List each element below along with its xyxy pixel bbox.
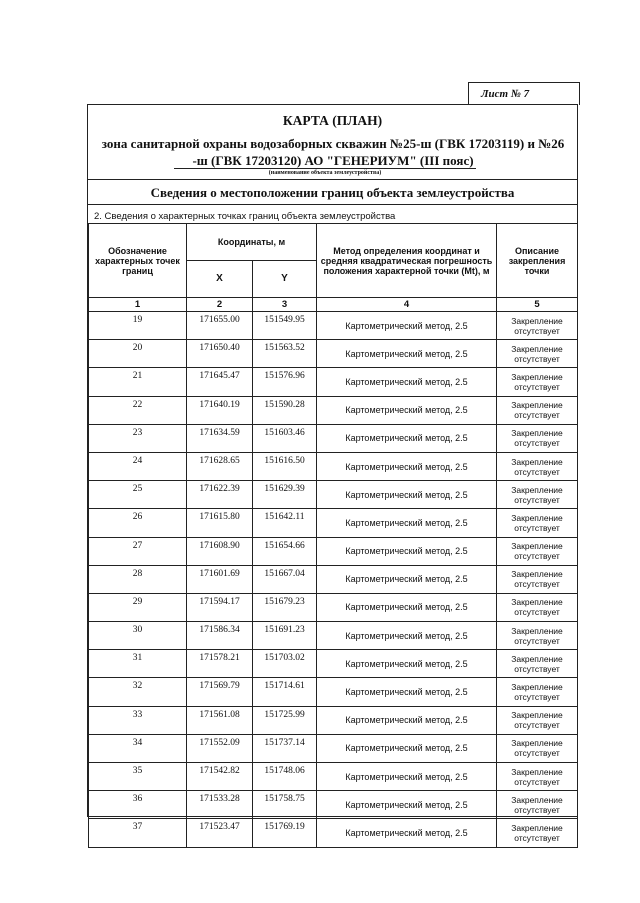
description-cell: Закрепление отсутствует	[497, 537, 578, 565]
description-cell: Закрепление отсутствует	[497, 565, 578, 593]
description-cell: Закрепление отсутствует	[497, 819, 578, 847]
method-cell: Картометрический метод, 2.5	[317, 396, 497, 424]
point-id: 30	[89, 622, 187, 650]
header-point: Обозначение характерных точек границ	[89, 224, 187, 298]
table-row	[89, 565, 578, 593]
description-cell: Закрепление отсутствует	[497, 452, 578, 480]
table-row	[89, 340, 578, 368]
col-number: 2	[187, 298, 253, 312]
x-coordinate: 171533.28	[187, 791, 253, 819]
description-cell: Закрепление отсутствует	[497, 509, 578, 537]
table-row	[89, 509, 578, 537]
point-id: 23	[89, 424, 187, 452]
y-coordinate: 151748.06	[253, 763, 317, 791]
method-cell: Картометрический метод, 2.5	[317, 763, 497, 791]
method-cell: Картометрический метод, 2.5	[317, 622, 497, 650]
y-coordinate: 151769.19	[253, 819, 317, 847]
x-coordinate: 171523.47	[187, 819, 253, 847]
x-coordinate: 171586.34	[187, 622, 253, 650]
method-cell: Картометрический метод, 2.5	[317, 650, 497, 678]
method-cell: Картометрический метод, 2.5	[317, 368, 497, 396]
point-id: 31	[89, 650, 187, 678]
point-id: 29	[89, 593, 187, 621]
description-cell: Закрепление отсутствует	[497, 706, 578, 734]
col-number: 1	[89, 298, 187, 312]
section-label: 2. Сведения о характерных точках границ объекта землеустройства	[94, 211, 396, 222]
x-coordinate: 171569.79	[187, 678, 253, 706]
col-number: 4	[317, 298, 497, 312]
point-id: 25	[89, 481, 187, 509]
point-id: 22	[89, 396, 187, 424]
y-coordinate: 151576.96	[253, 368, 317, 396]
x-coordinate: 171622.39	[187, 481, 253, 509]
x-coordinate: 171634.59	[187, 424, 253, 452]
y-coordinate: 151703.02	[253, 650, 317, 678]
point-id: 28	[89, 565, 187, 593]
header-method: Метод определения координат и средняя квадратическая погрешность положения характерной точки (Mt), м	[317, 224, 497, 298]
table-row	[89, 678, 578, 706]
y-coordinate: 151679.23	[253, 593, 317, 621]
method-cell: Картометрический метод, 2.5	[317, 791, 497, 819]
header-coords: Координаты, м	[187, 224, 317, 261]
x-coordinate: 171640.19	[187, 396, 253, 424]
y-coordinate: 151725.99	[253, 706, 317, 734]
method-cell: Картометрический метод, 2.5	[317, 819, 497, 847]
document-subtitle: зона санитарной охраны водозаборных скважин №25-ш (ГВК 17203119) и №26 -ш (ГВК 17203120) АО "ГЕНЕРИУМ" (III пояс)	[101, 136, 565, 168]
point-id: 19	[89, 312, 187, 340]
x-coordinate: 171655.00	[187, 312, 253, 340]
table-row	[89, 734, 578, 762]
point-id: 37	[89, 819, 187, 847]
points-table	[88, 223, 578, 848]
point-id: 26	[89, 509, 187, 537]
table-row	[89, 706, 578, 734]
table-row	[89, 396, 578, 424]
y-coordinate: 151691.23	[253, 622, 317, 650]
method-cell: Картометрический метод, 2.5	[317, 340, 497, 368]
table-row	[89, 819, 578, 847]
x-coordinate: 171601.69	[187, 565, 253, 593]
x-coordinate: 171650.40	[187, 340, 253, 368]
description-cell: Закрепление отсутствует	[497, 734, 578, 762]
y-coordinate: 151654.66	[253, 537, 317, 565]
y-coordinate: 151616.50	[253, 452, 317, 480]
document-frame	[87, 104, 578, 843]
x-coordinate: 171608.90	[187, 537, 253, 565]
x-coordinate: 171561.08	[187, 706, 253, 734]
x-coordinate: 171578.21	[187, 650, 253, 678]
method-cell: Картометрический метод, 2.5	[317, 734, 497, 762]
method-cell: Картометрический метод, 2.5	[317, 706, 497, 734]
description-cell: Закрепление отсутствует	[497, 650, 578, 678]
method-cell: Картометрический метод, 2.5	[317, 481, 497, 509]
table-row	[89, 791, 578, 819]
description-cell: Закрепление отсутствует	[497, 424, 578, 452]
description-cell: Закрепление отсутствует	[497, 396, 578, 424]
x-coordinate: 171594.17	[187, 593, 253, 621]
sheet-number: Лист № 7	[468, 82, 580, 105]
description-cell: Закрепление отсутствует	[497, 791, 578, 819]
method-cell: Картометрический метод, 2.5	[317, 593, 497, 621]
section-heading: Сведения о местоположении границ объекта землеустройства	[88, 179, 577, 205]
method-cell: Картометрический метод, 2.5	[317, 312, 497, 340]
table-row	[89, 452, 578, 480]
method-cell: Картометрический метод, 2.5	[317, 678, 497, 706]
table-row	[89, 650, 578, 678]
method-cell: Картометрический метод, 2.5	[317, 565, 497, 593]
y-coordinate: 151667.04	[253, 565, 317, 593]
point-id: 21	[89, 368, 187, 396]
point-id: 35	[89, 763, 187, 791]
table-row	[89, 763, 578, 791]
description-cell: Закрепление отсутствует	[497, 593, 578, 621]
x-coordinate: 171628.65	[187, 452, 253, 480]
table-row	[89, 537, 578, 565]
point-id: 32	[89, 678, 187, 706]
y-coordinate: 151758.75	[253, 791, 317, 819]
table-row	[89, 622, 578, 650]
header-x: X	[187, 261, 253, 298]
y-coordinate: 151714.61	[253, 678, 317, 706]
point-id: 33	[89, 706, 187, 734]
document-title: КАРТА (ПЛАН)	[282, 113, 383, 128]
point-id: 36	[89, 791, 187, 819]
header-y: Y	[253, 261, 317, 298]
y-coordinate: 151563.52	[253, 340, 317, 368]
y-coordinate: 151603.46	[253, 424, 317, 452]
table-row	[89, 312, 578, 340]
method-cell: Картометрический метод, 2.5	[317, 509, 497, 537]
header-description: Описание закрепления точки	[497, 224, 578, 298]
col-number: 3	[253, 298, 317, 312]
table-row	[89, 593, 578, 621]
y-coordinate: 151629.39	[253, 481, 317, 509]
y-coordinate: 151549.95	[253, 312, 317, 340]
x-coordinate: 171552.09	[187, 734, 253, 762]
description-cell: Закрепление отсутствует	[497, 312, 578, 340]
x-coordinate: 171542.82	[187, 763, 253, 791]
col-number: 5	[497, 298, 578, 312]
object-caption: (наименование объекта землеустройства)	[174, 168, 476, 176]
x-coordinate: 171615.80	[187, 509, 253, 537]
description-cell: Закрепление отсутствует	[497, 678, 578, 706]
description-cell: Закрепление отсутствует	[497, 368, 578, 396]
table-row	[89, 424, 578, 452]
table-row	[89, 481, 578, 509]
description-cell: Закрепление отсутствует	[497, 763, 578, 791]
description-cell: Закрепление отсутствует	[497, 340, 578, 368]
point-id: 34	[89, 734, 187, 762]
y-coordinate: 151642.11	[253, 509, 317, 537]
y-coordinate: 151590.28	[253, 396, 317, 424]
method-cell: Картометрический метод, 2.5	[317, 452, 497, 480]
point-id: 20	[89, 340, 187, 368]
point-id: 24	[89, 452, 187, 480]
description-cell: Закрепление отсутствует	[497, 622, 578, 650]
method-cell: Картометрический метод, 2.5	[317, 537, 497, 565]
point-id: 27	[89, 537, 187, 565]
method-cell: Картометрический метод, 2.5	[317, 424, 497, 452]
y-coordinate: 151737.14	[253, 734, 317, 762]
table-row	[89, 368, 578, 396]
x-coordinate: 171645.47	[187, 368, 253, 396]
description-cell: Закрепление отсутствует	[497, 481, 578, 509]
